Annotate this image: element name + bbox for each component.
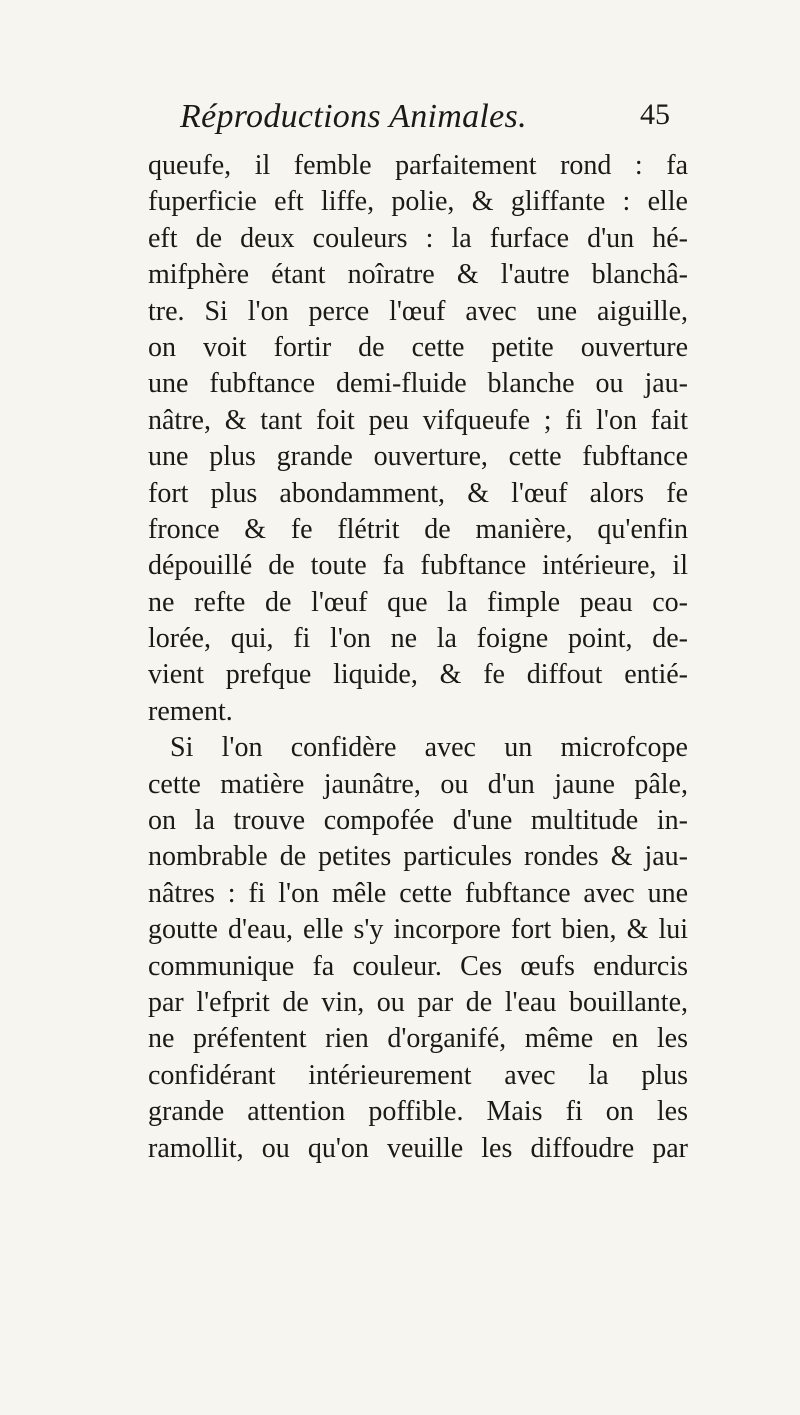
text-line: une plus grande ouverture, cette fubftance	[148, 441, 688, 473]
text-line: par l'efprit de vin, ou par de l'eau bouillante,	[148, 986, 688, 1018]
running-head	[180, 98, 680, 148]
text-line: cette matière jaunâtre, ou d'un jaune pâle,	[148, 768, 688, 800]
text-line: dépouillé de toute fa fubftance intérieure, il	[148, 550, 688, 582]
text-line: eft de deux couleurs : la furface d'un hé-	[148, 222, 688, 254]
text-line: une fubftance demi-fluide blanche ou jau-	[148, 368, 688, 400]
paragraph-end-line: rement.	[148, 695, 233, 727]
text-line: on la trouve compofée d'une multitude in-	[148, 805, 688, 837]
text-line: communique fa couleur. Ces œufs endurcis	[148, 950, 688, 982]
text-line: goutte d'eau, elle s'y incorpore fort bien, & lui	[148, 914, 688, 946]
text-line: ne refte de l'œuf que la fimple peau co-	[148, 586, 688, 618]
text-line: ne préfentent rien d'organifé, même en les	[148, 1023, 688, 1055]
text-line: mifphère étant noîratre & l'autre blanchâ-	[148, 259, 688, 291]
text-line: on voit fortir de cette petite ouverture	[148, 331, 688, 363]
text-line: tre. Si l'on perce l'œuf avec une aiguille,	[148, 295, 688, 327]
text-line: grande attention poffible. Mais fi on les	[148, 1096, 688, 1128]
body-text	[148, 148, 688, 1167]
text-line: vient prefque liquide, & fe diffout entié-	[148, 659, 688, 691]
text-line: fronce & fe flétrit de manière, qu'enfin	[148, 513, 688, 545]
text-line: queufe, il femble parfaitement rond : fa	[148, 150, 688, 181]
page-number: 45	[640, 98, 670, 131]
text-line: lorée, qui, fi l'on ne la foigne point, de-	[148, 623, 688, 655]
text-line: nâtre, & tant foit peu vifqueufe ; fi l'on fait	[148, 404, 688, 436]
text-line: fort plus abondamment, & l'œuf alors fe	[148, 477, 688, 509]
paragraph-start-line: Si l'on confidère avec un microfcope	[170, 732, 688, 764]
running-title: Réproductions Animales.	[180, 98, 527, 135]
text-line: confidérant intérieurement avec la plus	[148, 1059, 688, 1091]
text-line: nâtres : fi l'on mêle cette fubftance avec une	[148, 877, 688, 909]
text-line: ramollit, ou qu'on veuille les diffoudre par	[148, 1132, 688, 1164]
text-line: nombrable de petites particules rondes & jau-	[148, 841, 688, 873]
text-line: fuperficie eft liffe, polie, & gliffante : elle	[148, 186, 688, 218]
